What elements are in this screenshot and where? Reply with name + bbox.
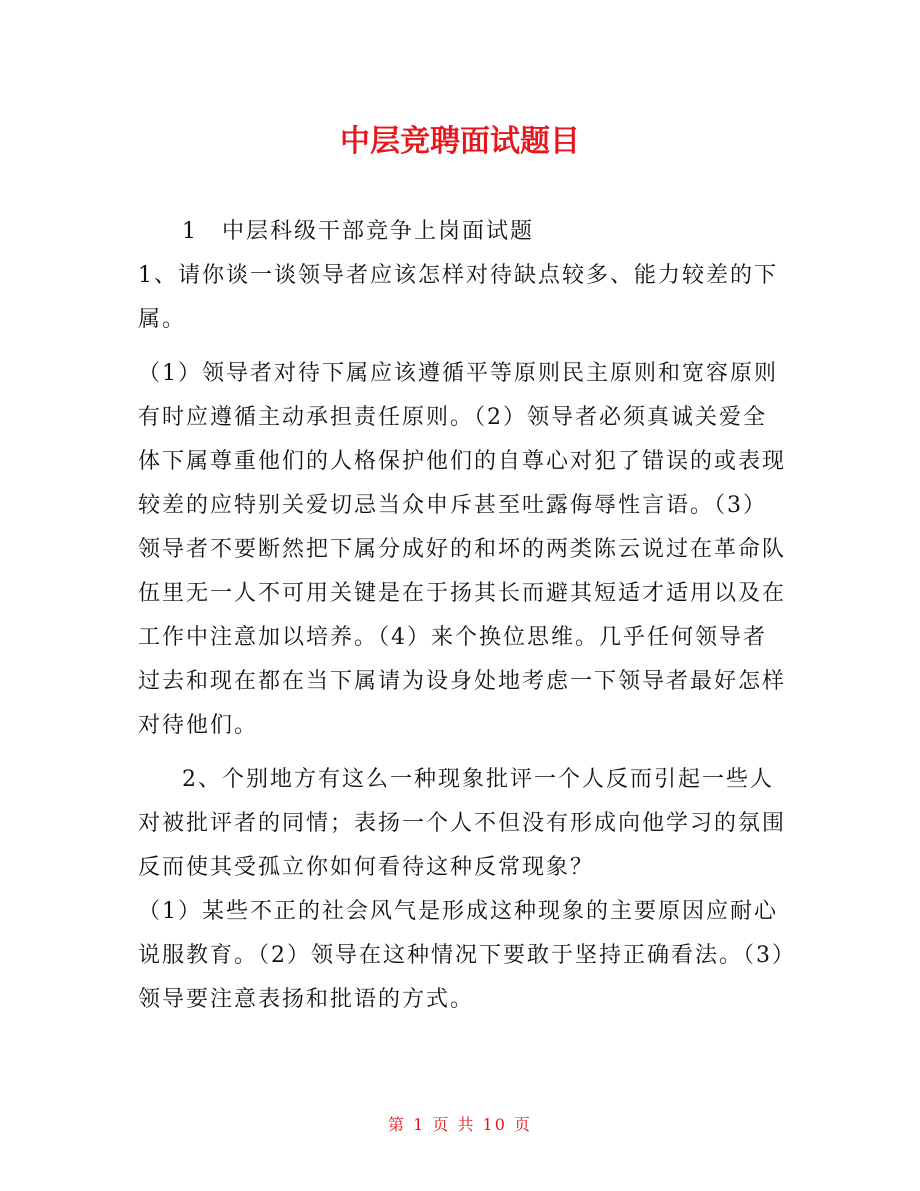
section-heading: 1 中层科级干部竞争上岗面试题 <box>182 219 534 244</box>
question-2: 2、个别地方有这么一种现象批评一个人反而引起一些人对被批评者的同情；表扬一个人不但没有形成向他学习的氛围反而使其受孤立你如何看待这种反常现象？ <box>138 767 787 880</box>
answer-1: （1）领导者对待下属应该遵循平等原则民主原则和宽容原则有时应遵循主动承担责任原则。（2）领导者必须真诚关爱全体下属尊重他们的人格保护他们的自尊心对犯了错误的或表现较差的应特别关爱切忌当众申斥甚至吐露侮辱性言语。（3）领导者不要断然把下属分成好的和坏的两类陈云说过在革命队伍里无一人不可用关键是在于扬其长而避其短适才适用以及在工作中注意加以培养。（4）来个换位思维。几乎任何领导者过去和现在都在当下属请为设身处地考虑一下领导者最好怎样对待他们。 <box>138 361 787 738</box>
document-body <box>138 210 788 1022</box>
page-number-label: 第 1 页 共 10 页 <box>388 1115 532 1134</box>
question-1: 1、请你谈一谈领导者应该怎样对待缺点较多、能力较差的下属。 <box>138 263 778 332</box>
page-footer <box>0 1112 920 1135</box>
answer-2: （1）某些不正的社会风气是形成这种现象的主要原因应耐心说服教育。（2）领导在这种情况下要敢于坚持正确看法。（3）领导要注意表扬和批语的方式。 <box>138 899 785 1012</box>
document-title: 中层竞聘面试题目 <box>340 124 580 159</box>
